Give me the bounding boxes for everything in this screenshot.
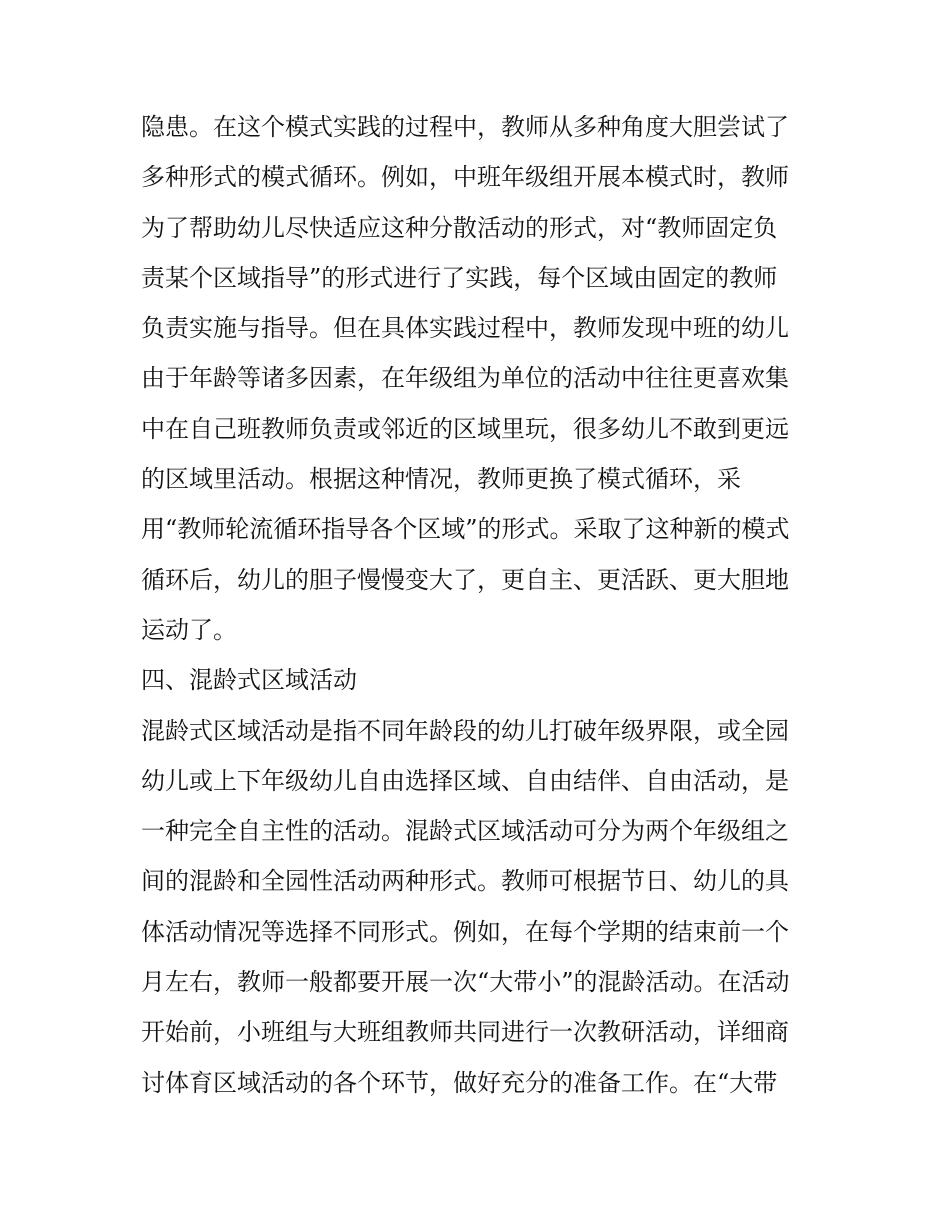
text-line: 开始前，小班组与大班组教师共同进行一次教研活动，详细商 xyxy=(141,1018,789,1047)
text-line: 由于年龄等诸多因素，在年级组为单位的活动中往往更喜欢集 xyxy=(141,364,789,393)
text-line: 间的混龄和全园性活动两种形式。教师可根据节日、幼儿的具 xyxy=(141,867,789,896)
text-line: 运动了。 xyxy=(141,615,237,644)
text-line: 讨体育区域活动的各个环节，做好充分的准备工作。在“大带 xyxy=(141,1068,778,1097)
text-line: 负责实施与指导。但在具体实践过程中，教师发现中班的幼儿 xyxy=(141,314,789,343)
text-line: 责某个区域指导”的形式进行了实践，每个区域由固定的教师 xyxy=(141,263,778,292)
text-line: 体活动情况等选择不同形式。例如，在每个学期的结束前一个 xyxy=(141,917,789,946)
text-line: 循环后，幼儿的胆子慢慢变大了，更自主、更活跃、更大胆地 xyxy=(141,565,789,594)
text-line: 多种形式的模式循环。例如，中班年级组开展本模式时，教师 xyxy=(141,163,789,192)
text-line: 用“教师轮流循环指导各个区域”的形式。采取了这种新的模式 xyxy=(141,515,790,544)
text-line: 为了帮助幼儿尽快适应这种分散活动的形式，对“教师固定负 xyxy=(141,213,778,242)
text-line: 月左右，教师一般都要开展一次“大带小”的混龄活动。在活动 xyxy=(141,968,790,997)
text-line: 中在自己班教师负责或邻近的区域里玩，很多幼儿不敢到更远 xyxy=(141,414,789,443)
text-line: 一种完全自主性的活动。混龄式区域活动可分为两个年级组之 xyxy=(141,817,789,846)
section-heading: 四、混龄式区域活动 xyxy=(141,666,357,695)
text-line: 混龄式区域活动是指不同年龄段的幼儿打破年级界限，或全园 xyxy=(141,716,789,745)
text-line: 隐患。在这个模式实践的过程中，教师从多种角度大胆尝试了 xyxy=(141,113,789,141)
text-line: 幼儿或上下年级幼儿自由选择区域、自由结伴、自由活动，是 xyxy=(141,766,789,795)
body-text xyxy=(141,102,821,1108)
text-line: 的区域里活动。根据这种情况，教师更换了模式循环，采 xyxy=(141,465,741,494)
